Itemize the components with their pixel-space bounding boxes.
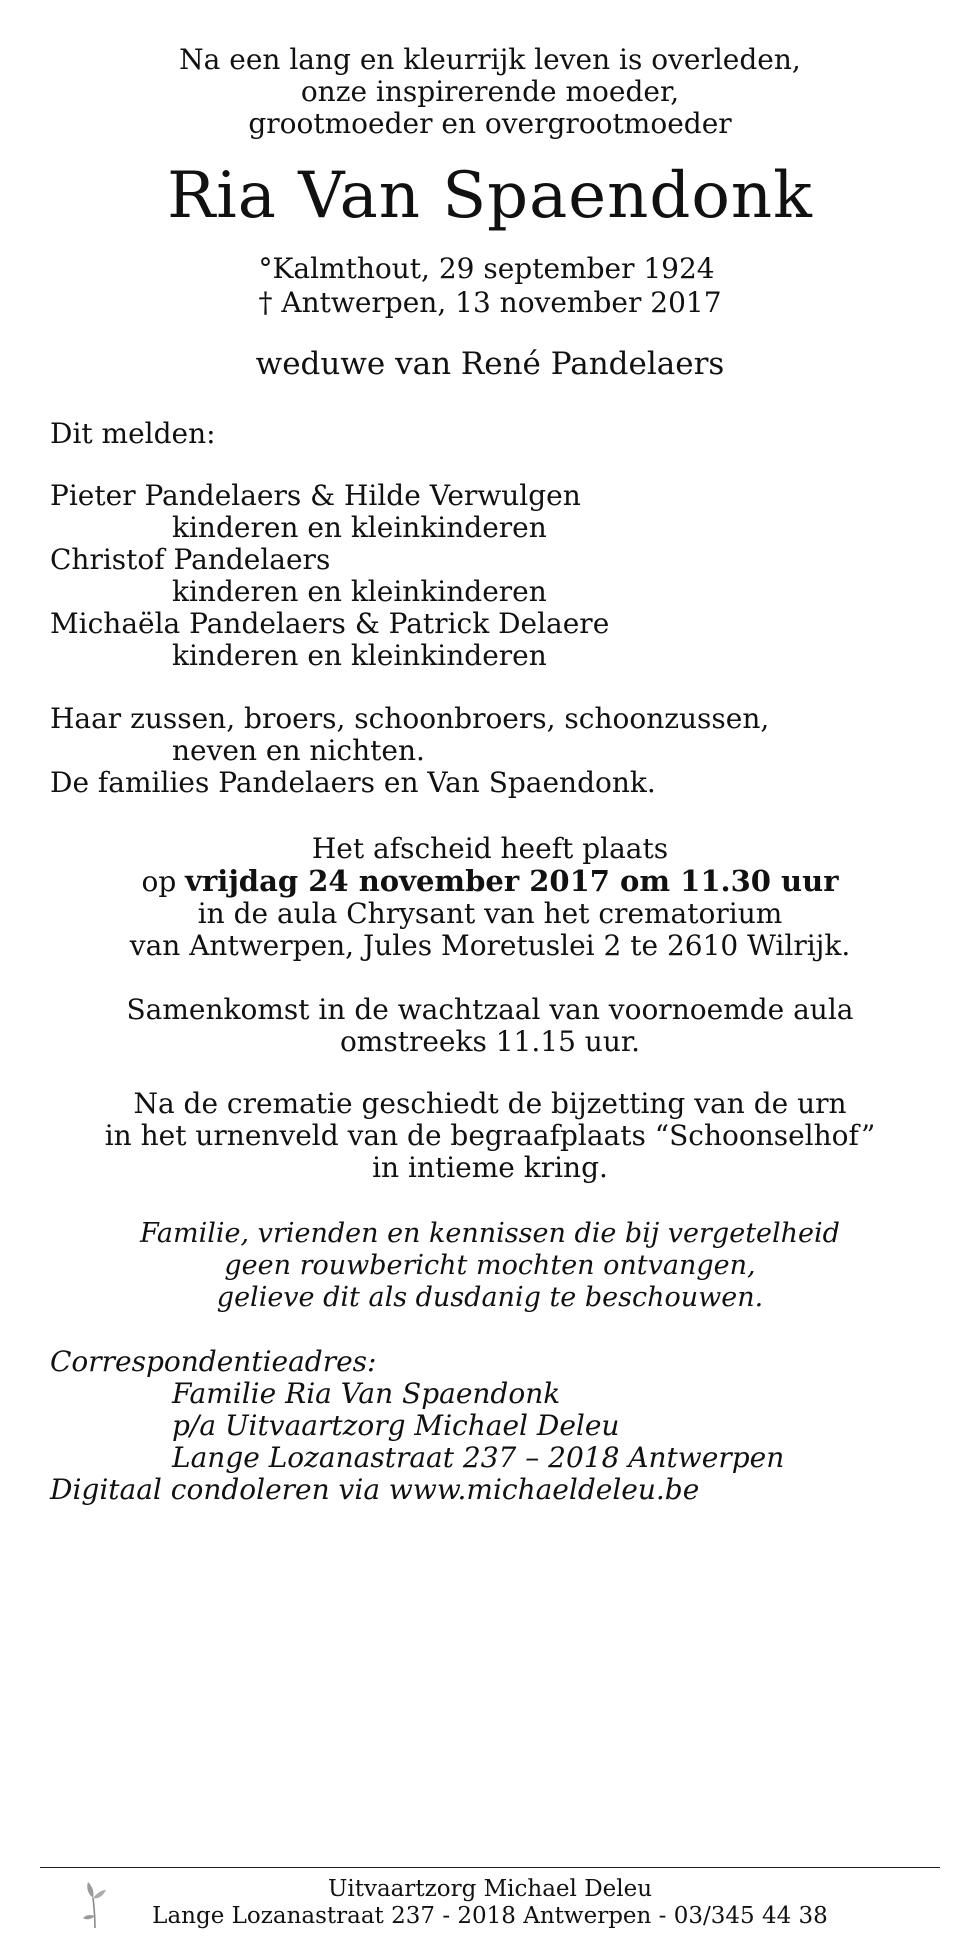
ceremony-date-bold: vrijdag 24 november 2017 om 11.30 uur: [185, 864, 839, 898]
relatives-block: [50, 703, 940, 799]
family-names: Pieter Pandelaers & Hilde Verwulgen: [50, 479, 581, 512]
gathering-line: Samenkomst in de wachtzaal van voornoemde aula: [126, 993, 854, 1026]
relatives-line: neven en nichten.: [172, 734, 425, 767]
intro-line: grootmoeder en overgrootmoeder: [248, 107, 732, 140]
intro-line: onze inspirerende moeder,: [300, 75, 680, 108]
apology-line: Familie, vrienden en kennissen die bij vergetelheid: [140, 1218, 840, 1249]
intro-line: Na een lang en kleurrijk leven is overleden,: [179, 43, 801, 76]
death-line: † Antwerpen, 13 november 2017: [258, 286, 722, 319]
footer-company: Uitvaartzorg Michael Deleu: [327, 1876, 653, 1902]
gathering-line: omstreeks 11.15 uur.: [339, 1025, 641, 1058]
footer: [0, 1867, 980, 1948]
intro-text: [40, 44, 940, 140]
deceased-name: Ria Van Spaendonk: [167, 159, 813, 233]
apology-line: geen rouwbericht mochten ontvangen,: [224, 1250, 756, 1281]
correspondence-line: Familie Ria Van Spaendonk: [172, 1377, 561, 1410]
burial-block: [40, 1088, 940, 1184]
families-line: De families Pandelaers en Van Spaendonk.: [50, 766, 656, 799]
burial-line: in intieme kring.: [372, 1151, 608, 1184]
family-names: Christof Pandelaers: [50, 543, 331, 576]
relatives-line: Haar zussen, broers, schoonbroers, schoonzussen,: [50, 702, 770, 735]
ceremony-date-line: [40, 865, 940, 898]
ceremony-line: Het afscheid heeft plaats: [311, 832, 669, 865]
burial-line: Na de crematie geschiedt de bijzetting van de urn: [133, 1087, 847, 1120]
flower-logo-icon: [78, 1878, 112, 1934]
ceremony-date-prefix: op: [141, 865, 186, 898]
digital-condolence-line: Digitaal condoleren via www.michaeldeleu.be: [50, 1473, 700, 1506]
family-names: Michaëla Pandelaers & Patrick Delaere: [50, 607, 610, 640]
announcement-heading: Dit melden:: [50, 417, 216, 450]
footer-row: [40, 1876, 940, 1930]
family-sub: kinderen en kleinkinderen: [172, 575, 547, 608]
family-list: [50, 480, 940, 672]
family-entry: [50, 544, 940, 608]
family-entry: [50, 608, 940, 672]
footer-text: [40, 1876, 940, 1930]
correspondence-block: [50, 1346, 940, 1506]
birth-line: °Kalmthout, 29 september 1924: [258, 252, 715, 285]
footer-address: Lange Lozanastraat 237 - 2018 Antwerpen - 03/345 44 38: [152, 1903, 828, 1929]
burial-line: in het urnenveld van de begraafplaats “Schoonselhof”: [104, 1119, 876, 1152]
apology-block: [40, 1218, 940, 1314]
gathering-block: [40, 994, 940, 1058]
correspondence-heading: Correspondentieadres:: [50, 1345, 377, 1378]
family-entry: [50, 480, 940, 544]
life-dates: [258, 252, 721, 320]
widow-line: weduwe van René Pandelaers: [255, 346, 725, 382]
family-sub: kinderen en kleinkinderen: [172, 511, 547, 544]
footer-divider: [40, 1867, 940, 1868]
ceremony-line: in de aula Chrysant van het crematorium: [197, 897, 783, 930]
family-sub: kinderen en kleinkinderen: [172, 639, 547, 672]
correspondence-line: p/a Uitvaartzorg Michael Deleu: [172, 1409, 620, 1442]
apology-line: gelieve dit als dusdanig te beschouwen.: [216, 1282, 764, 1313]
life-dates-block: [40, 252, 940, 320]
ceremony-line: van Antwerpen, Jules Moretuslei 2 te 2610 Wilrijk.: [129, 929, 851, 962]
ceremony-block: [40, 833, 940, 962]
correspondence-line: Lange Lozanastraat 237 – 2018 Antwerpen: [172, 1441, 785, 1474]
